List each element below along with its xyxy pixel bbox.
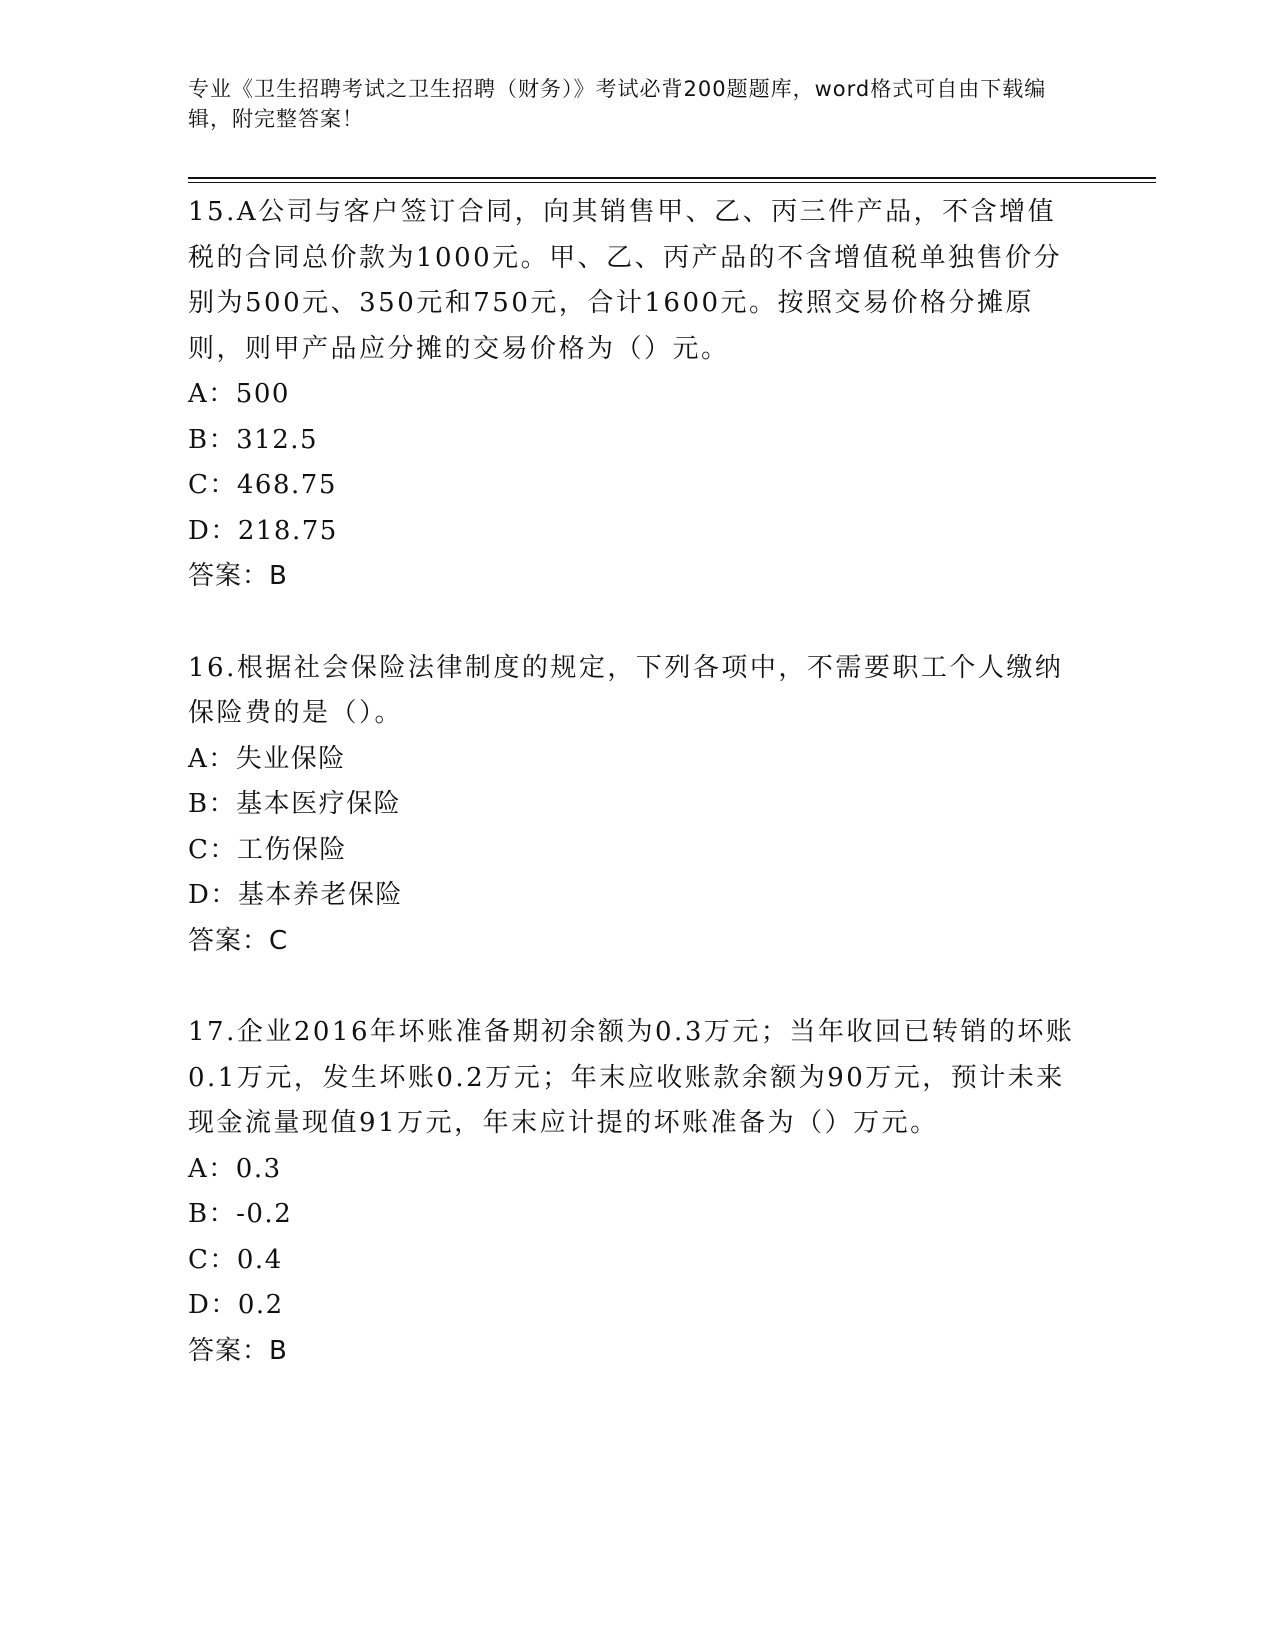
answer: 答案：B <box>188 1335 288 1366</box>
option-c: C：468.75 <box>188 470 337 500</box>
question-stem: 17.企业2016年坏账准备期初余额为0.3万元；当年收回已转销的坏账0.1万元，发生坏账0.2万元；年末应收账款余额为90万元，预计未来现金流量现值91万元，年末应计提的坏账准备为（）万元。 <box>188 1017 1075 1138</box>
answer: 答案：C <box>188 925 289 956</box>
question-16 <box>188 646 1088 965</box>
option-b: B：312.5 <box>188 424 319 455</box>
option-d: D：218.75 <box>188 515 338 546</box>
option-a: A：500 <box>188 379 290 409</box>
question-15 <box>188 190 1088 600</box>
question-17 <box>188 1010 1088 1374</box>
option-b: B：基本医疗保险 <box>188 789 402 819</box>
option-a: A：0.3 <box>188 1153 282 1184</box>
option-d: D：基本养老保险 <box>188 880 403 910</box>
option-a: A：失业保险 <box>188 743 346 774</box>
option-d: D：0.2 <box>188 1290 284 1320</box>
question-stem: 16.根据社会保险法律制度的规定，下列各项中，不需要职工个人缴纳保险费的是（）。 <box>188 652 1064 728</box>
header-divider-thick <box>188 177 1156 179</box>
question-list <box>188 190 1088 1420</box>
header-divider-thin <box>188 182 1156 183</box>
question-stem: 15.A公司与客户签订合同，向其销售甲、乙、丙三件产品，不含增值税的合同总价款为1000元。甲、乙、丙产品的不含增值税单独售价分别为500元、350元和750元，合计1600元。按照交易价格分摊原则，则甲产品应分摊的交易价格为（）元。 <box>188 197 1063 364</box>
document-header: 专业《卫生招聘考试之卫生招聘（财务）》考试必背200题题库，word格式可自由下载编辑，附完整答案！ <box>188 77 1047 131</box>
option-c: C：0.4 <box>188 1244 283 1275</box>
answer: 答案：B <box>188 561 288 591</box>
option-b: B：-0.2 <box>188 1199 293 1229</box>
option-c: C：工伤保险 <box>188 834 347 865</box>
